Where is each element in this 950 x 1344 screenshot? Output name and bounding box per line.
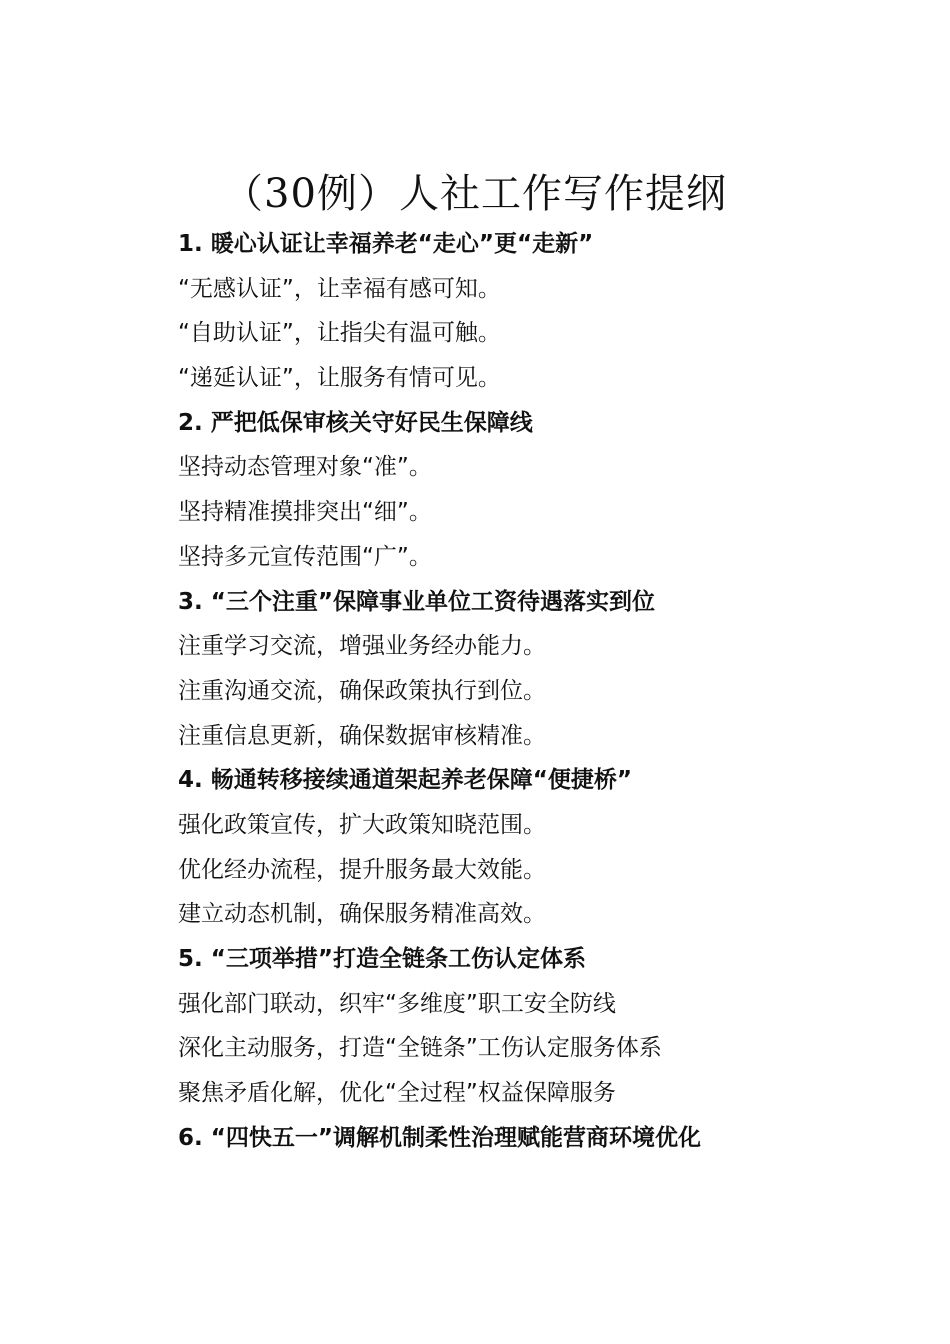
section-3-item-2: 注重沟通交流，确保政策执行到位。 xyxy=(178,677,546,704)
section-2-item-1: 坚持动态管理对象“准”。 xyxy=(178,454,432,481)
section-heading-6: 6. “四快五一”调解机制柔性治理赋能营商环境优化 xyxy=(178,1124,701,1151)
section-3-item-3: 注重信息更新，确保数据审核精准。 xyxy=(178,722,546,749)
section-heading-4: 4. 畅通转移接续通道架起养老保障“便捷桥” xyxy=(178,767,632,794)
section-heading-2: 2. 严把低保审核关守好民生保障线 xyxy=(178,409,533,436)
section-heading-5: 5. “三项举措”打造全链条工伤认定体系 xyxy=(178,946,586,972)
section-1-item-2: “自助认证”，让指尖有温可触。 xyxy=(178,320,501,347)
section-2-item-3: 坚持多元宣传范围“广”。 xyxy=(178,543,432,570)
section-5-item-3: 聚焦矛盾化解，优化“全过程”权益保障服务 xyxy=(178,1080,616,1107)
section-4-item-2: 优化经办流程，提升服务最大效能。 xyxy=(178,856,546,883)
page-title: （30例）人社工作写作提纲 xyxy=(223,171,727,217)
section-heading-1: 1. 暖心认证让幸福养老“走心”更“走新” xyxy=(178,231,594,257)
outline-content xyxy=(178,222,898,1160)
section-2-item-2: 坚持精准摸排突出“细”。 xyxy=(178,499,432,526)
section-3-item-1: 注重学习交流，增强业务经办能力。 xyxy=(178,633,546,660)
section-5-item-2: 深化主动服务，打造“全链条”工伤认定服务体系 xyxy=(178,1035,662,1062)
section-1-item-3: “递延认证”，让服务有情可见。 xyxy=(178,365,501,392)
section-4-item-1: 强化政策宣传，扩大政策知晓范围。 xyxy=(178,811,546,838)
section-5-item-1: 强化部门联动，织牢“多维度”职工安全防线 xyxy=(178,990,616,1017)
section-4-item-3: 建立动态机制，确保服务精准高效。 xyxy=(178,901,546,928)
section-heading-3: 3. “三个注重”保障事业单位工资待遇落实到位 xyxy=(178,588,655,615)
section-1-item-1: “无感认证”，让幸福有感可知。 xyxy=(178,275,501,302)
